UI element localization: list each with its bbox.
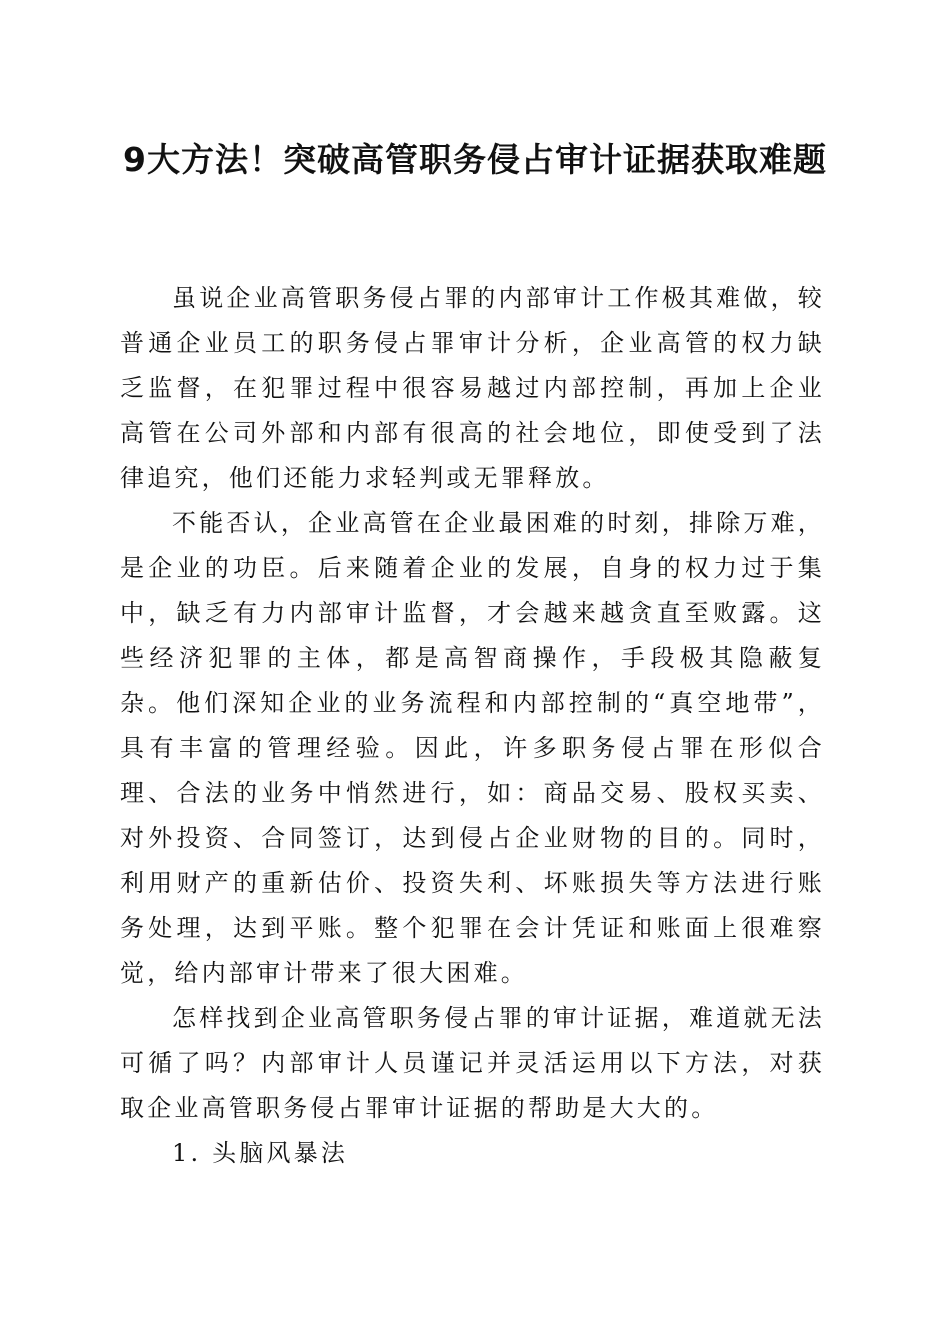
paragraph-methods-intro: 怎样找到企业高管职务侵占罪的审计证据，难道就无法可循了吗？内部审计人员谨记并灵活运用以下方法，对获取企业高管职务侵占罪审计证据的帮助是大大的。 bbox=[120, 1004, 825, 1122]
section-heading-brainstorm: 1. 头脑风暴法 bbox=[172, 1139, 349, 1167]
document-title: 9大方法！突破高管职务侵占审计证据获取难题 bbox=[123, 140, 827, 179]
paragraph-background: 不能否认，企业高管在企业最困难的时刻，排除万难，是企业的功臣。后来随着企业的发展，自身的权力过于集中，缺乏有力内部审计监督，才会越来越贪直至败露。这些经济犯罪的主体，都是高智商操作，手段极其隐蔽复杂。他们深知企业的业务流程和内部控制的“真空地带”，具有丰富的管理经验。因此，许多职务侵占罪在形似合理、合法的业务中悄然进行，如：商品交易、股权买卖、对外投资、合同签订，达到侵占企业财物的目的。同时，利用财产的重新估价、投资失利、坏账损失等方法进行账务处理，达到平账。整个犯罪在会计凭证和账面上很难察觉，给内部审计带来了很大困难。 bbox=[120, 509, 825, 987]
document-body bbox=[120, 276, 825, 1176]
paragraph-intro: 虽说企业高管职务侵占罪的内部审计工作极其难做，较普通企业员工的职务侵占罪审计分析，企业高管的权力缺乏监督，在犯罪过程中很容易越过内部控制，再加上企业高管在公司外部和内部有很高的社会地位，即使受到了法律追究，他们还能力求轻判或无罪释放。 bbox=[120, 284, 825, 492]
